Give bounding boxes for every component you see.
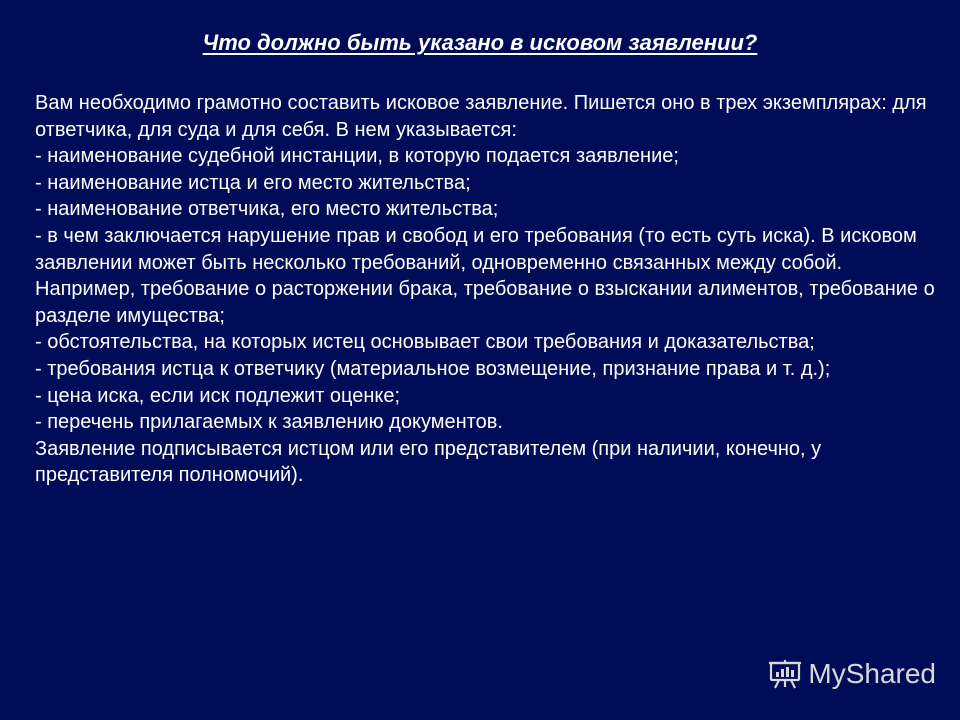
list-item: - наименование ответчика, его место жительства;: [35, 198, 499, 221]
paragraph-intro: Вам необходимо грамотно составить исковое заявление. Пишется оно в трех экземплярах: для ответчика, для суда и для себя. В нем указывается:: [35, 92, 927, 141]
list-item: - обстоятельства, на которых истец основывает свои требования и доказательства;: [35, 331, 815, 354]
paragraph-closing: Заявление подписывается истцом или его представителем (при наличии, конечно, у представителя полномочий).: [35, 437, 822, 487]
presentation-board-icon: [768, 658, 802, 690]
list-item: - цена иска, если иск подлежит оценке;: [35, 384, 401, 407]
list-item: - в чем заключается нарушение прав и свобод и его требования (то есть суть иска). В исковом заявлении может быть несколько требований, одновременно связанных между собой. Например, требование о расторжении брака, требование о взыскании алиментов, требование о разделе имущества;: [35, 224, 935, 327]
list-item: - перечень прилагаемых к заявлению документов.: [35, 411, 503, 434]
watermark: [768, 658, 936, 690]
list-item: - наименование истца и его место жительства;: [35, 171, 471, 194]
slide-body: [35, 90, 935, 489]
slide-title: Что должно быть указано в исковом заявлении?: [202, 30, 758, 55]
list-item: - наименование судебной инстанции, в которую подается заявление;: [35, 145, 679, 168]
list-item: - требования истца к ответчику (материальное возмещение, признание права и т. д.);: [35, 357, 831, 380]
watermark-text: MyShared: [808, 658, 936, 689]
